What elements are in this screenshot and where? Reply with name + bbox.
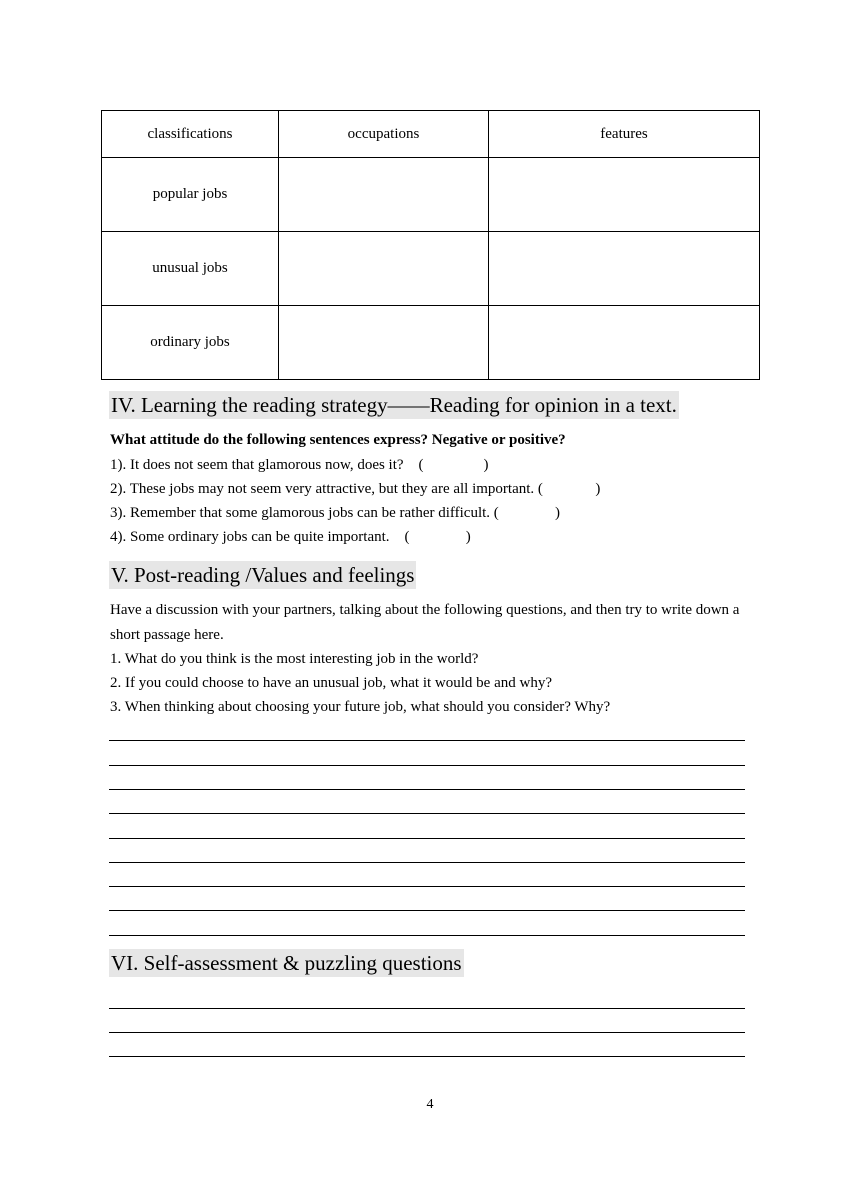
writing-line[interactable] [109,1008,745,1009]
features-cell[interactable] [489,232,760,306]
occupations-cell[interactable] [279,232,489,306]
attitude-item: 3). Remember that some glamorous jobs can be rather difficult. ( ) [110,505,561,521]
attitude-item: 4). Some ordinary jobs can be quite important. ( ) [110,529,471,545]
writing-line[interactable] [109,789,745,790]
section-6-heading: VI. Self-assessment & puzzling questions [111,951,462,975]
page-number: 4 [426,1097,434,1112]
table-header-cell: classifications [102,111,279,158]
table-header-cell: occupations [279,111,489,158]
occupations-cell[interactable] [279,158,489,232]
writing-line[interactable] [109,935,745,936]
writing-line[interactable] [109,1056,745,1057]
writing-line[interactable] [109,838,745,839]
classification-cell: ordinary jobs [102,306,279,380]
table-row [102,232,760,306]
section-5-intro: Have a discussion with your partners, talking about the following questions, and then try to write down a short passage here. [110,602,740,643]
occupations-cell[interactable] [279,306,489,380]
table-row [102,306,760,380]
writing-line[interactable] [109,813,745,814]
discussion-question: 3. When thinking about choosing your future job, what should you consider? Why? [110,699,611,715]
attitude-item: 2). These jobs may not seem very attractive, but they are all important. ( ) [110,481,601,497]
section-4-instruction: What attitude do the following sentences express? Negative or positive? [110,432,566,448]
job-classification-table [101,110,760,380]
table-header-row [102,111,760,158]
discussion-question: 2. If you could choose to have an unusual job, what it would be and why? [110,675,552,691]
table-header-cell: features [489,111,760,158]
writing-line[interactable] [109,910,745,911]
classification-cell: popular jobs [102,158,279,232]
attitude-item: 1). It does not seem that glamorous now, does it? ( ) [110,457,489,473]
writing-line[interactable] [109,886,745,887]
writing-line[interactable] [109,1032,745,1033]
features-cell[interactable] [489,158,760,232]
discussion-question: 1. What do you think is the most interesting job in the world? [110,651,479,667]
writing-line[interactable] [109,765,745,766]
section-4-heading: IV. Learning the reading strategy——Reading for opinion in a text. [111,393,677,417]
section-5-heading: V. Post-reading /Values and feelings [111,563,415,587]
classification-cell: unusual jobs [102,232,279,306]
features-cell[interactable] [489,306,760,380]
writing-line[interactable] [109,740,745,741]
table-row [102,158,760,232]
writing-line[interactable] [109,862,745,863]
